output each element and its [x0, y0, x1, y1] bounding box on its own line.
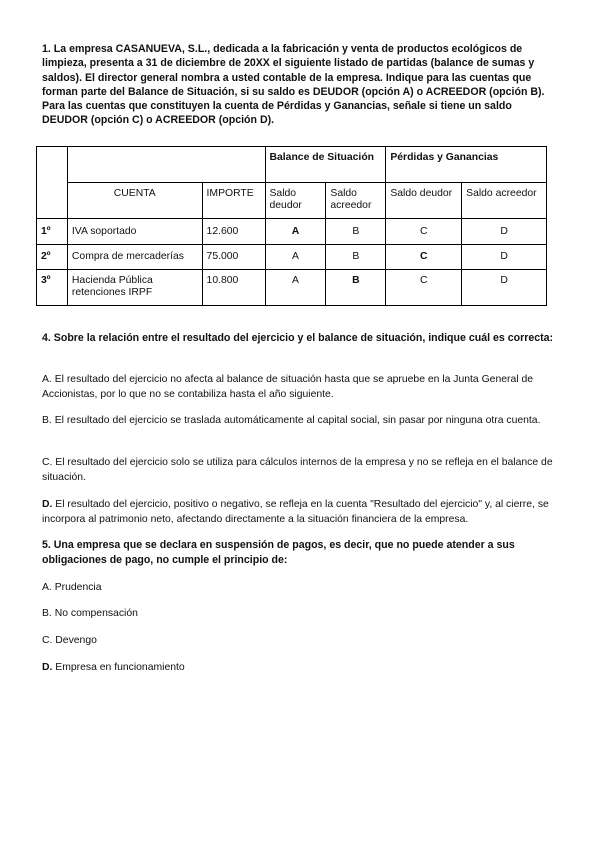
row-number: 2º [37, 245, 68, 270]
row-cuenta: Compra de mercaderías [67, 245, 202, 270]
question-1-statement: 1. La empresa CASANUEVA, S.L., dedicada a la fabricación y venta de productos ecológicos de limpieza, presenta a 31 de diciembre de 20XX el siguiente listado de partidas (balance de sumas y saldos). El director general nombra a usted contable de la empresa. Indique para las cuentas que forman parte del Balance de Situación, si su saldo es DEUDOR (opción A) o ACREEDOR (opción B). Para las cuentas que constituyen la cuenta de Pérdidas y Ganancias, señale si tiene un saldo DEUDOR (opción C) o ACREEDOR (opción D). [42, 43, 545, 127]
row-option-a: A [265, 245, 326, 270]
row-option-c: C [386, 219, 462, 245]
accounts-table [36, 146, 547, 306]
table-row [37, 245, 547, 270]
row-option-a: A [265, 270, 326, 306]
row-option-b: B [326, 245, 386, 270]
option-letter: D. [42, 662, 53, 673]
row-option-b: B [326, 219, 386, 245]
row-option-c: C [386, 270, 462, 306]
option-text: El resultado del ejercicio se traslada automáticamente al capital social, sin pasar por ninguna otra cuenta. [54, 415, 541, 426]
question-4-title: 4. Sobre la relación entre el resultado del ejercicio y el balance de situación, indique cuál es correcta: [42, 332, 554, 344]
row-option-a: A [265, 219, 326, 245]
row-number: 3º [37, 270, 68, 306]
option-text: Prudencia [54, 582, 102, 593]
option-letter: B. [42, 608, 52, 619]
question-5-title: 5. Una empresa que se declara en suspensión de pagos, es decir, que no puede atender a sus obligaciones de pago, no cumple el principio de: [42, 539, 515, 566]
row-number: 1º [37, 219, 68, 245]
question-5-option-c [42, 633, 554, 648]
table-corner-cell [37, 147, 68, 219]
question-4-option-d [42, 497, 554, 527]
row-option-d: D [462, 245, 547, 270]
row-importe: 75.000 [202, 245, 265, 270]
option-letter: D. [42, 499, 53, 510]
option-letter: A. [42, 582, 52, 593]
header-importe: IMPORTE [202, 183, 265, 219]
option-text: El resultado del ejercicio, positivo o negativo, se refleja en la cuenta "Resultado del ejercicio" y, al cierre, se incorpora al patrimonio neto, afectando directamente a la situación financiera de la empresa. [42, 499, 549, 525]
table-blank-header [67, 147, 265, 183]
header-pyg-saldo-acreedor: Saldo acreedor [462, 183, 547, 219]
question-5-option-a [42, 580, 554, 595]
option-letter: B. [42, 415, 52, 426]
row-option-b: B [326, 270, 386, 306]
option-letter: C. [42, 635, 53, 646]
header-cuenta: CUENTA [67, 183, 202, 219]
header-perdidas-ganancias: Pérdidas y Ganancias [386, 147, 547, 183]
row-option-c: C [386, 245, 462, 270]
header-balance-saldo-deudor: Saldo deudor [265, 183, 326, 219]
option-text: El resultado del ejercicio solo se utiliza para cálculos internos de la empresa y no se refleja en el balance de situación. [42, 457, 553, 483]
row-importe: 12.600 [202, 219, 265, 245]
question-4-option-a [42, 372, 554, 402]
table-row [37, 219, 547, 245]
row-option-d: D [462, 219, 547, 245]
question-5-option-d [42, 660, 554, 675]
question-5-option-b [42, 606, 554, 621]
row-importe: 10.800 [202, 270, 265, 306]
option-letter: A. [42, 374, 52, 385]
option-letter: C. [42, 457, 53, 468]
row-option-d: D [462, 270, 547, 306]
question-4-option-c [42, 455, 554, 485]
header-balance-saldo-acreedor: Saldo acreedor [326, 183, 386, 219]
option-text: El resultado del ejercicio no afecta al balance de situación hasta que se apruebe en la Junta General de Accionistas, por lo que no se contabiliza hasta el año siguiente. [42, 374, 534, 400]
header-pyg-saldo-deudor: Saldo deudor [386, 183, 462, 219]
option-text: Devengo [55, 635, 97, 646]
header-balance-situacion: Balance de Situación [265, 147, 386, 183]
row-cuenta: Hacienda Pública retenciones IRPF [67, 270, 202, 306]
row-cuenta: IVA soportado [67, 219, 202, 245]
option-text: Empresa en funcionamiento [55, 662, 185, 673]
table-row [37, 270, 547, 306]
question-4-option-b [42, 413, 554, 428]
option-text: No compensación [54, 608, 138, 619]
